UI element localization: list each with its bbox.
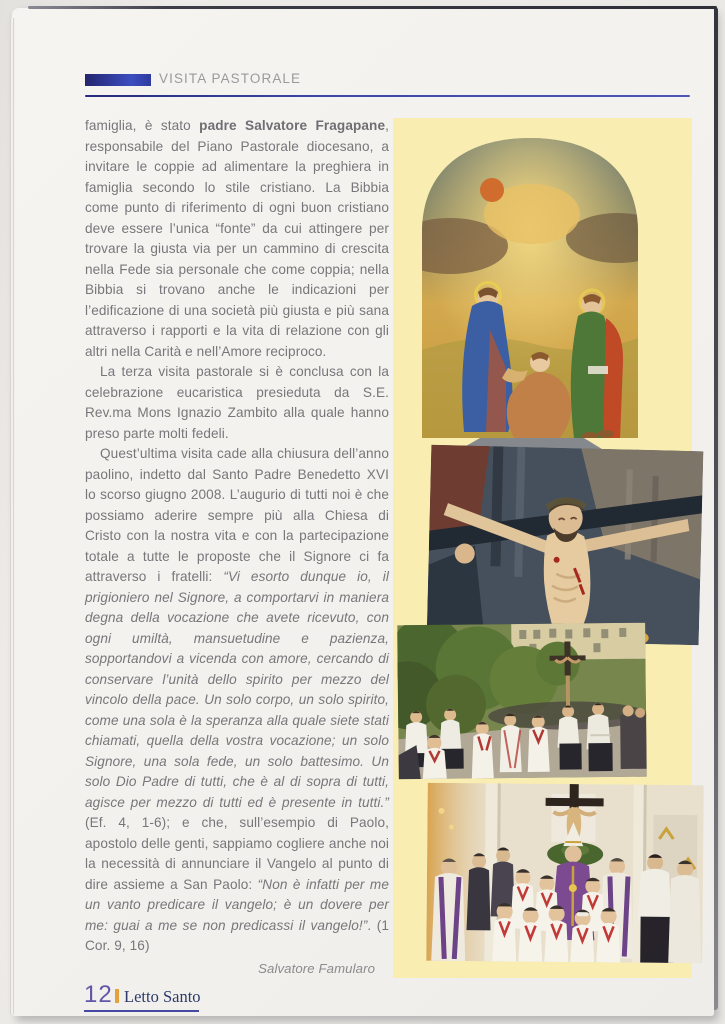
- paragraph-1-rest: , responsabile del Piano Pastorale diocesano, a invitare le coppie ad alimentare la preghiera in famiglia secondo lo stile cristiano. La Bibbia come punto di riferimento di ogni buon cristiano deve essere l’unica “fonte” da cui attingere per trovare la giusta via per un cammino di crescita nella Fede sia personale che come coppia; nella Bibbia si trovano anche le indicazioni per l’edificazione di una società più giusta e più sana attraverso i rapporti e la vita di relazione con gli altri nella Carità e nell’Amore reciproco.: [85, 118, 390, 359]
- section-label: VISITA PASTORALE: [159, 71, 302, 86]
- procession-photo: [397, 623, 647, 780]
- section-marker-bar: [85, 74, 151, 86]
- paragraph-1: [85, 116, 389, 362]
- author-name-bold: padre Salvatore Fragapane: [199, 118, 386, 133]
- photo-panel: [393, 118, 692, 978]
- group-photo: [426, 783, 704, 963]
- author-signature: Salvatore Famularo: [258, 960, 375, 976]
- booklet-title: Letto Santo: [124, 987, 201, 1006]
- footer-tick-bar: [115, 989, 119, 1003]
- page-top-edge: [28, 6, 717, 9]
- article-column: [85, 116, 389, 979]
- header-rule: [85, 95, 690, 97]
- page-right-edge: [714, 7, 718, 1010]
- paragraph-3-mid: (Ef. 4, 1-6); e che, sull’esempio di Paolo, apostolo delle genti, sappiamo cogliere anche noi la necessità di annunciare il Vangelo al punto di dire assieme a San Paolo:: [85, 815, 389, 892]
- page-number: 12: [84, 981, 113, 1008]
- scripture-quote-corinthians: “Non è infatti per me un vanto predicare il vangelo; è un dovere per me: guai a me se non predicassi il vangelo!”: [85, 876, 390, 933]
- paragraph-2: La terza visita pastorale si è conclusa con la celebrazione eucaristica presieduta da S.E. Rev.ma Mons Ignazio Zambito alla quale hanno preso parte molti fedeli.: [85, 364, 389, 441]
- paragraph-3: [85, 444, 389, 957]
- fresco-photo: [422, 128, 638, 454]
- footer-rule: [84, 1010, 199, 1012]
- paragraph-1-text: famiglia, è stato: [85, 118, 200, 133]
- crucifix-photo: [427, 445, 704, 646]
- magazine-page: [12, 8, 714, 1016]
- paragraph-3-citation: . (1 Cor. 9, 16): [85, 917, 389, 953]
- page-left-stack-edge: [10, 18, 15, 1014]
- paragraph-3-text: Quest’ultima visita cade alla chiusura dell’anno paolino, indetto dal Santo Padre Benedetto XVI lo scorso giugno 2008. L’augurio di tutti noi è che possiamo aderire sempre più alla Chiesa di Cristo con la nostra vita e con la partecipazione totale a tutte le proposte che il Signore ci fa attraverso i fratelli:: [85, 446, 389, 584]
- scripture-quote-ephesians: “Vi esorto dunque io, il prigioniero nel Signore, a comportarvi in maniera degna della vocazione che avete ricevuto, con ogni umiltà, mansuetudine e pazienza, sopportandovi a vicenda con amore, cercando di conservare l’unità dello spirito per mezzo del vincolo della pace. Un solo corpo, un solo spirito, come una sola è la speranza alla quale siete stati chiamati, quella della vostra vocazione; un solo Signore, una sola fede, un solo battesimo. Un solo Dio Padre di tutti, che è al di sopra di tutti, agisce per mezzo di tutti ed è presente in tutti.”: [85, 569, 389, 810]
